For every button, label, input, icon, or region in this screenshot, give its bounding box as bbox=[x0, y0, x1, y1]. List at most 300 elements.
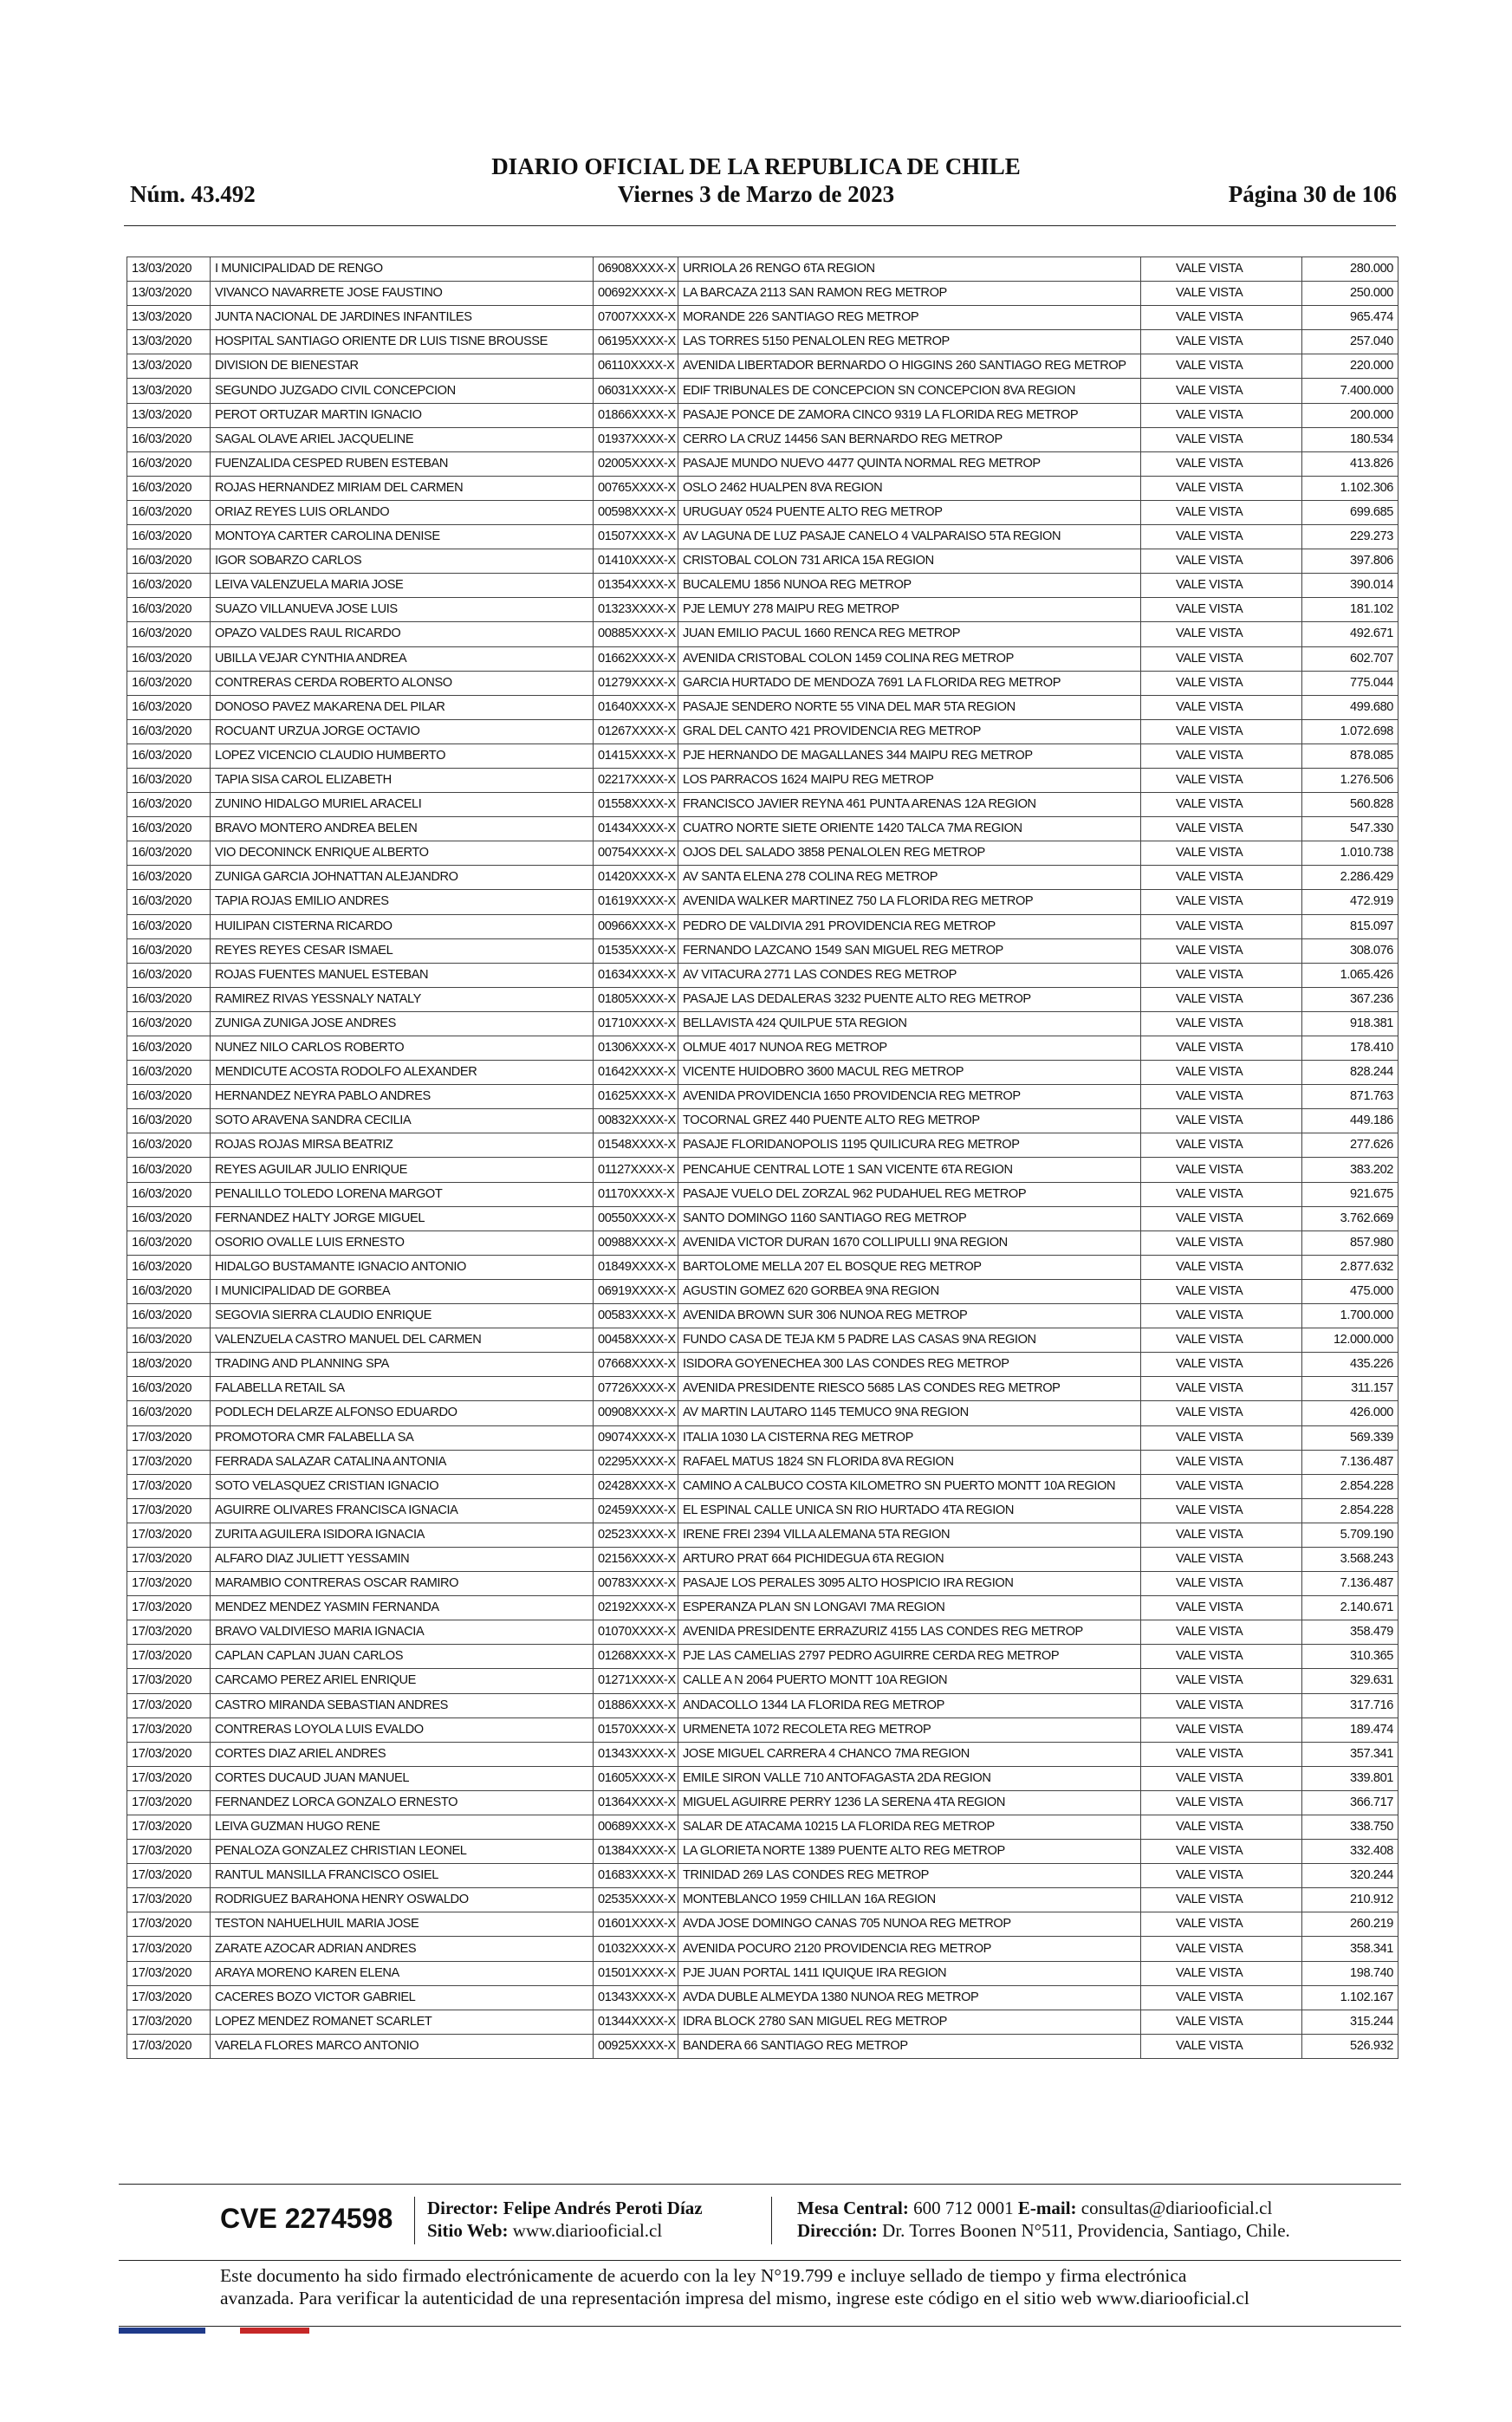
payment-method-cell: VALE VISTA bbox=[1141, 549, 1302, 574]
rut-cell: 01634XXXX-X bbox=[594, 963, 678, 987]
rut-cell: 00832XXXX-X bbox=[594, 1109, 678, 1133]
rut-cell: 01032XXXX-X bbox=[594, 1937, 678, 1961]
payment-method-cell: VALE VISTA bbox=[1141, 427, 1302, 451]
rut-cell: 00925XXXX-X bbox=[594, 2034, 678, 2058]
table-row bbox=[127, 866, 1398, 890]
date-cell: 17/03/2020 bbox=[127, 1523, 211, 1547]
date-cell: 17/03/2020 bbox=[127, 1596, 211, 1620]
table-row bbox=[127, 1790, 1398, 1815]
amount-cell: 560.828 bbox=[1302, 793, 1398, 817]
rut-cell: 01271XXXX-X bbox=[594, 1669, 678, 1693]
address-cell: PASAJE MUNDO NUEVO 4477 QUINTA NORMAL REG METROP bbox=[678, 451, 1141, 476]
date-cell: 16/03/2020 bbox=[127, 1011, 211, 1036]
address-cell: ARTURO PRAT 664 PICHIDEGUA 6TA REGION bbox=[678, 1547, 1141, 1571]
table-row bbox=[127, 1523, 1398, 1547]
payment-method-cell: VALE VISTA bbox=[1141, 963, 1302, 987]
address-cell: AVENIDA PRESIDENTE ERRAZURIZ 4155 LAS CONDES REG METROP bbox=[678, 1620, 1141, 1645]
table-row bbox=[127, 1206, 1398, 1230]
address-cell: PASAJE VUELO DEL ZORZAL 962 PUDAHUEL REG METROP bbox=[678, 1182, 1141, 1206]
address-cell: AV LAGUNA DE LUZ PASAJE CANELO 4 VALPARAISO 5TA REGION bbox=[678, 525, 1141, 549]
payee-cell: FALABELLA RETAIL SA bbox=[211, 1377, 594, 1401]
payee-cell: PENALILLO TOLEDO LORENA MARGOT bbox=[211, 1182, 594, 1206]
rut-cell: 01306XXXX-X bbox=[594, 1036, 678, 1061]
amount-cell: 181.102 bbox=[1302, 598, 1398, 622]
payee-cell: BRAVO MONTERO ANDREA BELEN bbox=[211, 817, 594, 841]
rut-cell: 07007XXXX-X bbox=[594, 306, 678, 330]
table-row bbox=[127, 1645, 1398, 1669]
date-cell: 16/03/2020 bbox=[127, 574, 211, 598]
payment-method-cell: VALE VISTA bbox=[1141, 817, 1302, 841]
payee-cell: ALFARO DIAZ JULIETT YESSAMIN bbox=[211, 1547, 594, 1571]
date-cell: 17/03/2020 bbox=[127, 1985, 211, 2010]
payment-method-cell: VALE VISTA bbox=[1141, 1206, 1302, 1230]
payee-cell: OPAZO VALDES RAUL RICARDO bbox=[211, 622, 594, 646]
amount-cell: 475.000 bbox=[1302, 1279, 1398, 1303]
table-row bbox=[127, 427, 1398, 451]
payee-cell: MONTOYA CARTER CAROLINA DENISE bbox=[211, 525, 594, 549]
date-cell: 16/03/2020 bbox=[127, 1279, 211, 1303]
central-label: Mesa Central: bbox=[797, 2198, 909, 2218]
payee-cell: I MUNICIPALIDAD DE GORBEA bbox=[211, 1279, 594, 1303]
rut-cell: 06195XXXX-X bbox=[594, 330, 678, 354]
payment-method-cell: VALE VISTA bbox=[1141, 719, 1302, 743]
date-cell: 16/03/2020 bbox=[127, 1230, 211, 1255]
payee-cell: SEGUNDO JUZGADO CIVIL CONCEPCION bbox=[211, 379, 594, 403]
amount-cell: 315.244 bbox=[1302, 2010, 1398, 2034]
address-cell: AVENIDA POCURO 2120 PROVIDENCIA REG METROP bbox=[678, 1937, 1141, 1961]
payment-method-cell: VALE VISTA bbox=[1141, 938, 1302, 963]
address-cell: PASAJE PONCE DE ZAMORA CINCO 9319 LA FLORIDA REG METROP bbox=[678, 403, 1141, 427]
date-cell: 17/03/2020 bbox=[127, 1864, 211, 1888]
address-cell: AVDA DUBLE ALMEYDA 1380 NUNOA REG METROP bbox=[678, 1985, 1141, 2010]
date-cell: 16/03/2020 bbox=[127, 768, 211, 792]
table-row bbox=[127, 1766, 1398, 1790]
payee-cell: CACERES BOZO VICTOR GABRIEL bbox=[211, 1985, 594, 2010]
address-cell: PASAJE FLORIDANOPOLIS 1195 QUILICURA REG METROP bbox=[678, 1133, 1141, 1158]
payee-cell: VIO DECONINCK ENRIQUE ALBERTO bbox=[211, 841, 594, 866]
amount-cell: 329.631 bbox=[1302, 1669, 1398, 1693]
payment-method-cell: VALE VISTA bbox=[1141, 1790, 1302, 1815]
rut-cell: 01548XXXX-X bbox=[594, 1133, 678, 1158]
payee-cell: CAPLAN CAPLAN JUAN CARLOS bbox=[211, 1645, 594, 1669]
payment-method-cell: VALE VISTA bbox=[1141, 1937, 1302, 1961]
payee-cell: FUENZALIDA CESPED RUBEN ESTEBAN bbox=[211, 451, 594, 476]
payee-cell: I MUNICIPALIDAD DE RENGO bbox=[211, 257, 594, 282]
rut-cell: 01343XXXX-X bbox=[594, 1742, 678, 1766]
website-url[interactable]: www.diariooficial.cl bbox=[512, 2220, 663, 2241]
date-cell: 16/03/2020 bbox=[127, 1401, 211, 1425]
table-row bbox=[127, 1279, 1398, 1303]
address-cell: OLMUE 4017 NUNOA REG METROP bbox=[678, 1036, 1141, 1061]
address-cell: IDRA BLOCK 2780 SAN MIGUEL REG METROP bbox=[678, 2010, 1141, 2034]
website-line bbox=[427, 2220, 662, 2242]
rut-cell: 00988XXXX-X bbox=[594, 1230, 678, 1255]
table-row bbox=[127, 1474, 1398, 1498]
payee-cell: REYES AGUILAR JULIO ENRIQUE bbox=[211, 1158, 594, 1182]
date-cell: 16/03/2020 bbox=[127, 451, 211, 476]
payment-method-cell: VALE VISTA bbox=[1141, 1011, 1302, 1036]
address-cell: CERRO LA CRUZ 14456 SAN BERNARDO REG METROP bbox=[678, 427, 1141, 451]
payment-method-cell: VALE VISTA bbox=[1141, 1498, 1302, 1523]
address-cell: TOCORNAL GREZ 440 PUENTE ALTO REG METROP bbox=[678, 1109, 1141, 1133]
address-cell: LA GLORIETA NORTE 1389 PUENTE ALTO REG METROP bbox=[678, 1840, 1141, 1864]
table-row bbox=[127, 1985, 1398, 2010]
table-row bbox=[127, 379, 1398, 403]
payee-cell: TRADING AND PLANNING SPA bbox=[211, 1353, 594, 1377]
amount-cell: 1.065.426 bbox=[1302, 963, 1398, 987]
payments-table bbox=[127, 256, 1398, 2059]
table-row bbox=[127, 1912, 1398, 1937]
amount-cell: 189.474 bbox=[1302, 1717, 1398, 1742]
payee-cell: ROCUANT URZUA JORGE OCTAVIO bbox=[211, 719, 594, 743]
website-label: Sitio Web: bbox=[427, 2220, 509, 2241]
date-cell: 17/03/2020 bbox=[127, 1937, 211, 1961]
payment-method-cell: VALE VISTA bbox=[1141, 1425, 1302, 1450]
payee-cell: OSORIO OVALLE LUIS ERNESTO bbox=[211, 1230, 594, 1255]
table-row bbox=[127, 1547, 1398, 1571]
address-cell: IRENE FREI 2394 VILLA ALEMANA 5TA REGION bbox=[678, 1523, 1141, 1547]
payment-method-cell: VALE VISTA bbox=[1141, 914, 1302, 938]
payment-method-cell: VALE VISTA bbox=[1141, 306, 1302, 330]
date-cell: 13/03/2020 bbox=[127, 354, 211, 379]
payee-cell: ZUNINO HIDALGO MURIEL ARACELI bbox=[211, 793, 594, 817]
table-row bbox=[127, 1133, 1398, 1158]
table-row bbox=[127, 1450, 1398, 1474]
email-label: E-mail: bbox=[1017, 2198, 1077, 2218]
amount-cell: 699.685 bbox=[1302, 500, 1398, 524]
date-cell: 16/03/2020 bbox=[127, 1182, 211, 1206]
amount-cell: 3.762.669 bbox=[1302, 1206, 1398, 1230]
table-row bbox=[127, 1937, 1398, 1961]
rut-cell: 01420XXXX-X bbox=[594, 866, 678, 890]
payment-method-cell: VALE VISTA bbox=[1141, 1864, 1302, 1888]
rut-cell: 01354XXXX-X bbox=[594, 574, 678, 598]
amount-cell: 1.102.306 bbox=[1302, 476, 1398, 500]
rut-cell: 00885XXXX-X bbox=[594, 622, 678, 646]
rut-cell: 01127XXXX-X bbox=[594, 1158, 678, 1182]
table-row bbox=[127, 1328, 1398, 1353]
date-cell: 13/03/2020 bbox=[127, 330, 211, 354]
address-label: Dirección: bbox=[797, 2220, 878, 2241]
rut-cell: 09074XXXX-X bbox=[594, 1425, 678, 1450]
date-cell: 16/03/2020 bbox=[127, 1158, 211, 1182]
address-cell: AVENIDA WALKER MARTINEZ 750 LA FLORIDA REG METROP bbox=[678, 890, 1141, 914]
amount-cell: 878.085 bbox=[1302, 743, 1398, 768]
amount-cell: 210.912 bbox=[1302, 1888, 1398, 1912]
payment-method-cell: VALE VISTA bbox=[1141, 330, 1302, 354]
payee-cell: ARAYA MORENO KAREN ELENA bbox=[211, 1961, 594, 1985]
payee-cell: CORTES DIAZ ARIEL ANDRES bbox=[211, 1742, 594, 1766]
footer-separator bbox=[414, 2197, 415, 2244]
address-cell: VICENTE HUIDOBRO 3600 MACUL REG METROP bbox=[678, 1061, 1141, 1085]
email-address[interactable]: consultas@diariooficial.cl bbox=[1080, 2198, 1273, 2218]
address-cell: PEDRO DE VALDIVIA 291 PROVIDENCIA REG METROP bbox=[678, 914, 1141, 938]
payment-method-cell: VALE VISTA bbox=[1141, 1158, 1302, 1182]
payment-method-cell: VALE VISTA bbox=[1141, 403, 1302, 427]
payee-cell: FERNANDEZ HALTY JORGE MIGUEL bbox=[211, 1206, 594, 1230]
rut-cell: 01070XXXX-X bbox=[594, 1620, 678, 1645]
rut-cell: 06031XXXX-X bbox=[594, 379, 678, 403]
address-cell: ANDACOLLO 1344 LA FLORIDA REG METROP bbox=[678, 1693, 1141, 1717]
date-cell: 17/03/2020 bbox=[127, 1498, 211, 1523]
payee-cell: AGUIRRE OLIVARES FRANCISCA IGNACIA bbox=[211, 1498, 594, 1523]
table-row bbox=[127, 1840, 1398, 1864]
address-cell: BUCALEMU 1856 NUNOA REG METROP bbox=[678, 574, 1141, 598]
amount-cell: 499.680 bbox=[1302, 695, 1398, 719]
table-row bbox=[127, 476, 1398, 500]
table-row bbox=[127, 963, 1398, 987]
payee-cell: UBILLA VEJAR CYNTHIA ANDREA bbox=[211, 646, 594, 671]
address-cell: GRAL DEL CANTO 421 PROVIDENCIA REG METROP bbox=[678, 719, 1141, 743]
rut-cell: 01507XXXX-X bbox=[594, 525, 678, 549]
address-cell: URRIOLA 26 RENGO 6TA REGION bbox=[678, 257, 1141, 282]
table-row bbox=[127, 1061, 1398, 1085]
table-row bbox=[127, 2010, 1398, 2034]
amount-cell: 358.479 bbox=[1302, 1620, 1398, 1645]
address-cell: BARTOLOME MELLA 207 EL BOSQUE REG METROP bbox=[678, 1255, 1141, 1279]
payee-cell: TAPIA SISA CAROL ELIZABETH bbox=[211, 768, 594, 792]
payee-cell: SEGOVIA SIERRA CLAUDIO ENRIQUE bbox=[211, 1304, 594, 1328]
address-cell: PJE LEMUY 278 MAIPU REG METROP bbox=[678, 598, 1141, 622]
address-cell: FERNANDO LAZCANO 1549 SAN MIGUEL REG METROP bbox=[678, 938, 1141, 963]
chile-flag-stripe bbox=[119, 2328, 309, 2334]
amount-cell: 357.341 bbox=[1302, 1742, 1398, 1766]
payment-method-cell: VALE VISTA bbox=[1141, 1255, 1302, 1279]
rut-cell: 00550XXXX-X bbox=[594, 1206, 678, 1230]
amount-cell: 332.408 bbox=[1302, 1840, 1398, 1864]
address-cell: BANDERA 66 SANTIAGO REG METROP bbox=[678, 2034, 1141, 2058]
payee-cell: LOPEZ MENDEZ ROMANET SCARLET bbox=[211, 2010, 594, 2034]
date-cell: 17/03/2020 bbox=[127, 1645, 211, 1669]
flag-stripe-red bbox=[240, 2328, 309, 2334]
payee-cell: ROJAS ROJAS MIRSA BEATRIZ bbox=[211, 1133, 594, 1158]
payment-method-cell: VALE VISTA bbox=[1141, 1377, 1302, 1401]
rut-cell: 01849XXXX-X bbox=[594, 1255, 678, 1279]
date-cell: 16/03/2020 bbox=[127, 598, 211, 622]
rut-cell: 02005XXXX-X bbox=[594, 451, 678, 476]
address-cell: GARCIA HURTADO DE MENDOZA 7691 LA FLORIDA REG METROP bbox=[678, 671, 1141, 695]
payee-cell: REYES REYES CESAR ISMAEL bbox=[211, 938, 594, 963]
amount-cell: 492.671 bbox=[1302, 622, 1398, 646]
footer-bottom-divider bbox=[119, 2326, 1401, 2327]
address-cell: ISIDORA GOYENECHEA 300 LAS CONDES REG METROP bbox=[678, 1353, 1141, 1377]
address-cell: JUAN EMILIO PACUL 1660 RENCA REG METROP bbox=[678, 622, 1141, 646]
address-cell: LA BARCAZA 2113 SAN RAMON REG METROP bbox=[678, 282, 1141, 306]
rut-cell: 07726XXXX-X bbox=[594, 1377, 678, 1401]
rut-cell: 01343XXXX-X bbox=[594, 1985, 678, 2010]
payment-method-cell: VALE VISTA bbox=[1141, 1766, 1302, 1790]
address-cell: PJE HERNANDO DE MAGALLANES 344 MAIPU REG METROP bbox=[678, 743, 1141, 768]
table-row bbox=[127, 306, 1398, 330]
rut-cell: 01323XXXX-X bbox=[594, 598, 678, 622]
payment-method-cell: VALE VISTA bbox=[1141, 1912, 1302, 1937]
address-cell: AVENIDA CRISTOBAL COLON 1459 COLINA REG METROP bbox=[678, 646, 1141, 671]
address-cell: BELLAVISTA 424 QUILPUE 5TA REGION bbox=[678, 1011, 1141, 1036]
rut-cell: 02295XXXX-X bbox=[594, 1450, 678, 1474]
payee-cell: PENALOZA GONZALEZ CHRISTIAN LEONEL bbox=[211, 1840, 594, 1864]
address-cell: MORANDE 226 SANTIAGO REG METROP bbox=[678, 306, 1141, 330]
table-row bbox=[127, 1742, 1398, 1766]
amount-cell: 198.740 bbox=[1302, 1961, 1398, 1985]
date-cell: 16/03/2020 bbox=[127, 646, 211, 671]
date-cell: 16/03/2020 bbox=[127, 525, 211, 549]
payee-cell: LEIVA VALENZUELA MARIA JOSE bbox=[211, 574, 594, 598]
date-cell: 17/03/2020 bbox=[127, 1790, 211, 1815]
amount-cell: 390.014 bbox=[1302, 574, 1398, 598]
table-row bbox=[127, 622, 1398, 646]
issue-number: Núm. 43.492 bbox=[130, 181, 256, 207]
payee-cell: RODRIGUEZ BARAHONA HENRY OSWALDO bbox=[211, 1888, 594, 1912]
rut-cell: 01601XXXX-X bbox=[594, 1912, 678, 1937]
date-cell: 16/03/2020 bbox=[127, 1109, 211, 1133]
date-cell: 17/03/2020 bbox=[127, 1717, 211, 1742]
footer-separator bbox=[771, 2197, 772, 2244]
date-cell: 16/03/2020 bbox=[127, 1377, 211, 1401]
table-row bbox=[127, 282, 1398, 306]
rut-cell: 00598XXXX-X bbox=[594, 500, 678, 524]
payment-method-cell: VALE VISTA bbox=[1141, 451, 1302, 476]
amount-cell: 426.000 bbox=[1302, 1401, 1398, 1425]
address-cell: AVDA JOSE DOMINGO CANAS 705 NUNOA REG METROP bbox=[678, 1912, 1141, 1937]
amount-cell: 1.072.698 bbox=[1302, 719, 1398, 743]
table-row bbox=[127, 1888, 1398, 1912]
payee-cell: CONTRERAS CERDA ROBERTO ALONSO bbox=[211, 671, 594, 695]
payee-cell: PROMOTORA CMR FALABELLA SA bbox=[211, 1425, 594, 1450]
payment-method-cell: VALE VISTA bbox=[1141, 525, 1302, 549]
payment-method-cell: VALE VISTA bbox=[1141, 987, 1302, 1011]
payment-method-cell: VALE VISTA bbox=[1141, 1645, 1302, 1669]
amount-cell: 1.700.000 bbox=[1302, 1304, 1398, 1328]
table-row bbox=[127, 743, 1398, 768]
payee-cell: DONOSO PAVEZ MAKARENA DEL PILAR bbox=[211, 695, 594, 719]
rut-cell: 07668XXXX-X bbox=[594, 1353, 678, 1377]
payment-method-cell: VALE VISTA bbox=[1141, 598, 1302, 622]
date-cell: 16/03/2020 bbox=[127, 1061, 211, 1085]
rut-cell: 01619XXXX-X bbox=[594, 890, 678, 914]
payment-method-cell: VALE VISTA bbox=[1141, 1693, 1302, 1717]
date-cell: 17/03/2020 bbox=[127, 1840, 211, 1864]
payee-cell: LEIVA GUZMAN HUGO RENE bbox=[211, 1815, 594, 1840]
table-row bbox=[127, 914, 1398, 938]
payee-cell: MENDEZ MENDEZ YASMIN FERNANDA bbox=[211, 1596, 594, 1620]
rut-cell: 01605XXXX-X bbox=[594, 1766, 678, 1790]
table-row bbox=[127, 817, 1398, 841]
date-cell: 16/03/2020 bbox=[127, 793, 211, 817]
rut-cell: 06110XXXX-X bbox=[594, 354, 678, 379]
table-row bbox=[127, 451, 1398, 476]
address-cell: CALLE A N 2064 PUERTO MONTT 10A REGION bbox=[678, 1669, 1141, 1693]
address-cell: SALAR DE ATACAMA 10215 LA FLORIDA REG METROP bbox=[678, 1815, 1141, 1840]
rut-cell: 01937XXXX-X bbox=[594, 427, 678, 451]
payment-method-cell: VALE VISTA bbox=[1141, 1840, 1302, 1864]
rut-cell: 01710XXXX-X bbox=[594, 1011, 678, 1036]
payee-cell: VIVANCO NAVARRETE JOSE FAUSTINO bbox=[211, 282, 594, 306]
payment-method-cell: VALE VISTA bbox=[1141, 622, 1302, 646]
amount-cell: 2.877.632 bbox=[1302, 1255, 1398, 1279]
address-cell: URUGUAY 0524 PUENTE ALTO REG METROP bbox=[678, 500, 1141, 524]
payment-method-cell: VALE VISTA bbox=[1141, 1230, 1302, 1255]
amount-cell: 308.076 bbox=[1302, 938, 1398, 963]
amount-cell: 250.000 bbox=[1302, 282, 1398, 306]
address-cell: URMENETA 1072 RECOLETA REG METROP bbox=[678, 1717, 1141, 1742]
address-cell: MIGUEL AGUIRRE PERRY 1236 LA SERENA 4TA REGION bbox=[678, 1790, 1141, 1815]
payment-method-cell: VALE VISTA bbox=[1141, 1304, 1302, 1328]
payment-method-cell: VALE VISTA bbox=[1141, 379, 1302, 403]
table-row bbox=[127, 1815, 1398, 1840]
payment-method-cell: VALE VISTA bbox=[1141, 1279, 1302, 1303]
date-cell: 16/03/2020 bbox=[127, 1036, 211, 1061]
payment-method-cell: VALE VISTA bbox=[1141, 1061, 1302, 1085]
payment-method-cell: VALE VISTA bbox=[1141, 1961, 1302, 1985]
payments-table-body bbox=[127, 257, 1398, 2059]
amount-cell: 3.568.243 bbox=[1302, 1547, 1398, 1571]
date-cell: 13/03/2020 bbox=[127, 257, 211, 282]
amount-cell: 7.136.487 bbox=[1302, 1572, 1398, 1596]
payee-cell: HIDALGO BUSTAMANTE IGNACIO ANTONIO bbox=[211, 1255, 594, 1279]
payee-cell: SOTO ARAVENA SANDRA CECILIA bbox=[211, 1109, 594, 1133]
central-phone: 600 712 0001 bbox=[913, 2198, 1014, 2218]
payment-method-cell: VALE VISTA bbox=[1141, 1450, 1302, 1474]
amount-cell: 857.980 bbox=[1302, 1230, 1398, 1255]
amount-cell: 200.000 bbox=[1302, 403, 1398, 427]
payment-method-cell: VALE VISTA bbox=[1141, 793, 1302, 817]
contact-line bbox=[797, 2198, 1272, 2219]
payment-method-cell: VALE VISTA bbox=[1141, 1353, 1302, 1377]
table-row bbox=[127, 1158, 1398, 1182]
header-divider bbox=[124, 225, 1396, 226]
date-cell: 16/03/2020 bbox=[127, 963, 211, 987]
payment-method-cell: VALE VISTA bbox=[1141, 2034, 1302, 2058]
payment-method-cell: VALE VISTA bbox=[1141, 1717, 1302, 1742]
issue-date: Viernes 3 de Marzo de 2023 bbox=[617, 181, 895, 207]
address-cell: AGUSTIN GOMEZ 620 GORBEA 9NA REGION bbox=[678, 1279, 1141, 1303]
date-cell: 18/03/2020 bbox=[127, 1353, 211, 1377]
payment-method-cell: VALE VISTA bbox=[1141, 1523, 1302, 1547]
date-cell: 16/03/2020 bbox=[127, 719, 211, 743]
payee-cell: CARCAMO PEREZ ARIEL ENRIQUE bbox=[211, 1669, 594, 1693]
amount-cell: 547.330 bbox=[1302, 817, 1398, 841]
amount-cell: 320.244 bbox=[1302, 1864, 1398, 1888]
payee-cell: LOPEZ VICENCIO CLAUDIO HUMBERTO bbox=[211, 743, 594, 768]
amount-cell: 339.801 bbox=[1302, 1766, 1398, 1790]
table-row bbox=[127, 695, 1398, 719]
table-row bbox=[127, 598, 1398, 622]
payee-cell: TESTON NAHUELHUIL MARIA JOSE bbox=[211, 1912, 594, 1937]
payee-cell: MARAMBIO CONTRERAS OSCAR RAMIRO bbox=[211, 1572, 594, 1596]
payee-cell: CASTRO MIRANDA SEBASTIAN ANDRES bbox=[211, 1693, 594, 1717]
amount-cell: 338.750 bbox=[1302, 1815, 1398, 1840]
rut-cell: 02459XXXX-X bbox=[594, 1498, 678, 1523]
payment-method-cell: VALE VISTA bbox=[1141, 890, 1302, 914]
payment-method-cell: VALE VISTA bbox=[1141, 1620, 1302, 1645]
date-cell: 16/03/2020 bbox=[127, 914, 211, 938]
payment-method-cell: VALE VISTA bbox=[1141, 1133, 1302, 1158]
address-cell: EL ESPINAL CALLE UNICA SN RIO HURTADO 4TA REGION bbox=[678, 1498, 1141, 1523]
date-cell: 17/03/2020 bbox=[127, 1572, 211, 1596]
address-cell: LOS PARRACOS 1624 MAIPU REG METROP bbox=[678, 768, 1141, 792]
amount-cell: 602.707 bbox=[1302, 646, 1398, 671]
date-cell: 16/03/2020 bbox=[127, 427, 211, 451]
address-cell: LAS TORRES 5150 PENALOLEN REG METROP bbox=[678, 330, 1141, 354]
amount-cell: 2.854.228 bbox=[1302, 1498, 1398, 1523]
address-cell: AV VITACURA 2771 LAS CONDES REG METROP bbox=[678, 963, 1141, 987]
table-row bbox=[127, 1085, 1398, 1109]
payment-method-cell: VALE VISTA bbox=[1141, 1888, 1302, 1912]
amount-cell: 965.474 bbox=[1302, 306, 1398, 330]
payee-cell: CORTES DUCAUD JUAN MANUEL bbox=[211, 1766, 594, 1790]
date-cell: 16/03/2020 bbox=[127, 549, 211, 574]
address-cell: CRISTOBAL COLON 731 ARICA 15A REGION bbox=[678, 549, 1141, 574]
